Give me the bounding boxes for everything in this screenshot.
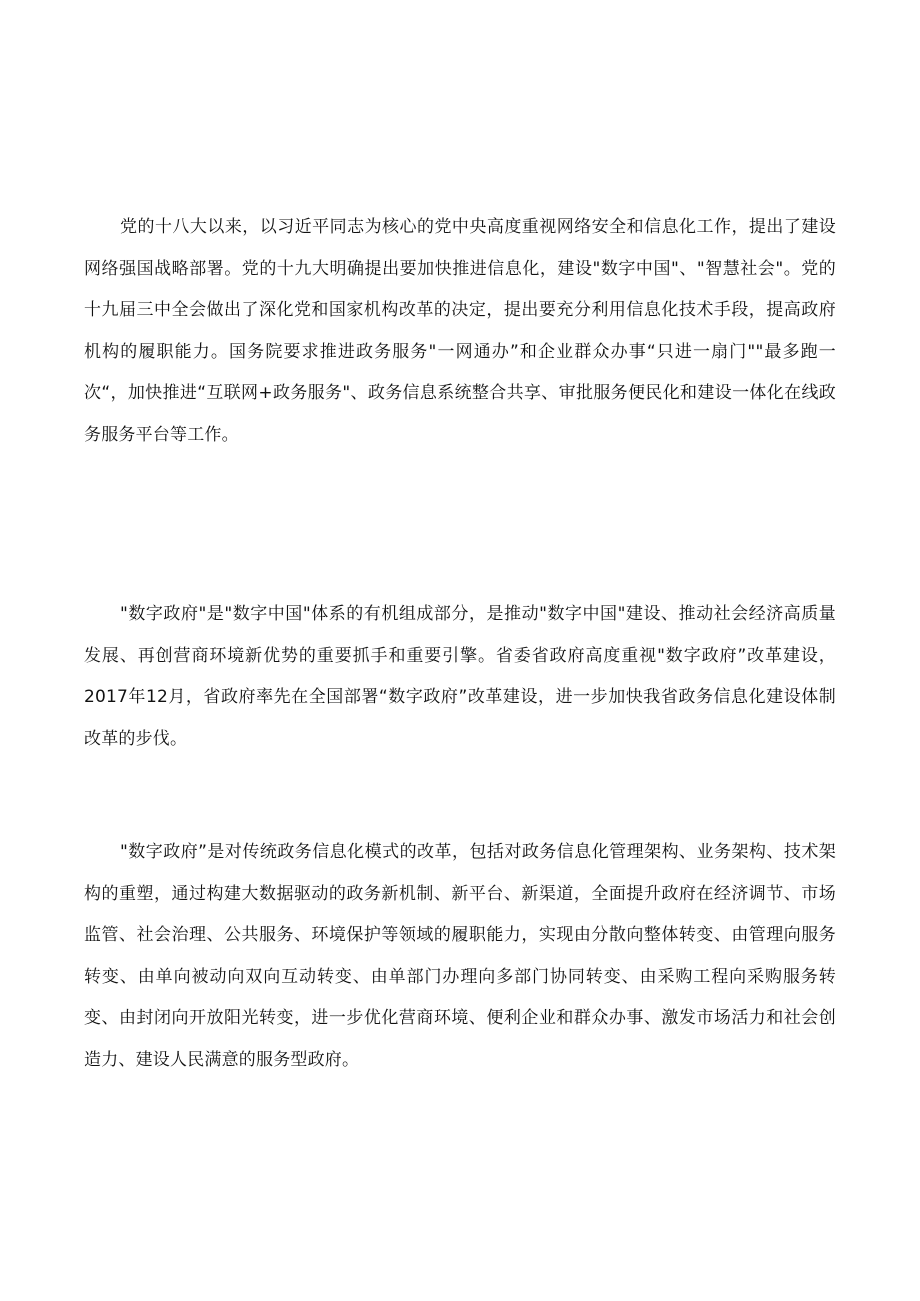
paragraph-3: "数字政府”是对传统政务信息化模式的改革，包括对政务信息化管理架构、业务架构、技术架构的重塑，通过构建大数据驱动的政务新机制、新平台、新渠道，全面提升政府在经济调节、市场监管、社会治理、公共服务、环境保护等领域的履职能力，实现由分散向整体转变、由管理向服务转变、由单向被动向双向互动转变、由单部门办理向多部门协同转变、由采购工程向采购服务转变、由封闭向开放阳光转变，进一步优化营商环境、便利企业和群众办事、激发市场活力和社会创造力、建设人民满意的服务型政府。 bbox=[84, 842, 836, 1070]
paragraph-2: "数字政府"是"数字中国"体系的有机组成部分，是推动"数字中国"建设、推动社会经济高质量发展、再创营商环境新优势的重要抓手和重要引擎。省委省政府高度重视"数字政府”改革建设，2017年12月，省政府率先在全国部署“数字政府”改革建设，进一步加快我省政务信息化建设体制改革的步伐。 bbox=[84, 604, 836, 749]
paragraph-1: 党的十八大以来，以习近平同志为核心的党中央高度重视网络安全和信息化工作，提出了建设网络强国战略部署。党的十九大明确提出要加快推进信息化，建设"数字中国"、"智慧社会"。党的十九届三中全会做出了深化党和国家机构改革的决定，提出要充分利用信息化技术手段，提高政府机构的履职能力。国务院要求推进政务服务"一网通办”和企业群众办事“只进一扇门""最多跑一次“，加快推进“互联网+政务服务"、政务信息系统整合共享、审批服务便民化和建设一体化在线政务服务平台等工作。 bbox=[84, 217, 836, 445]
